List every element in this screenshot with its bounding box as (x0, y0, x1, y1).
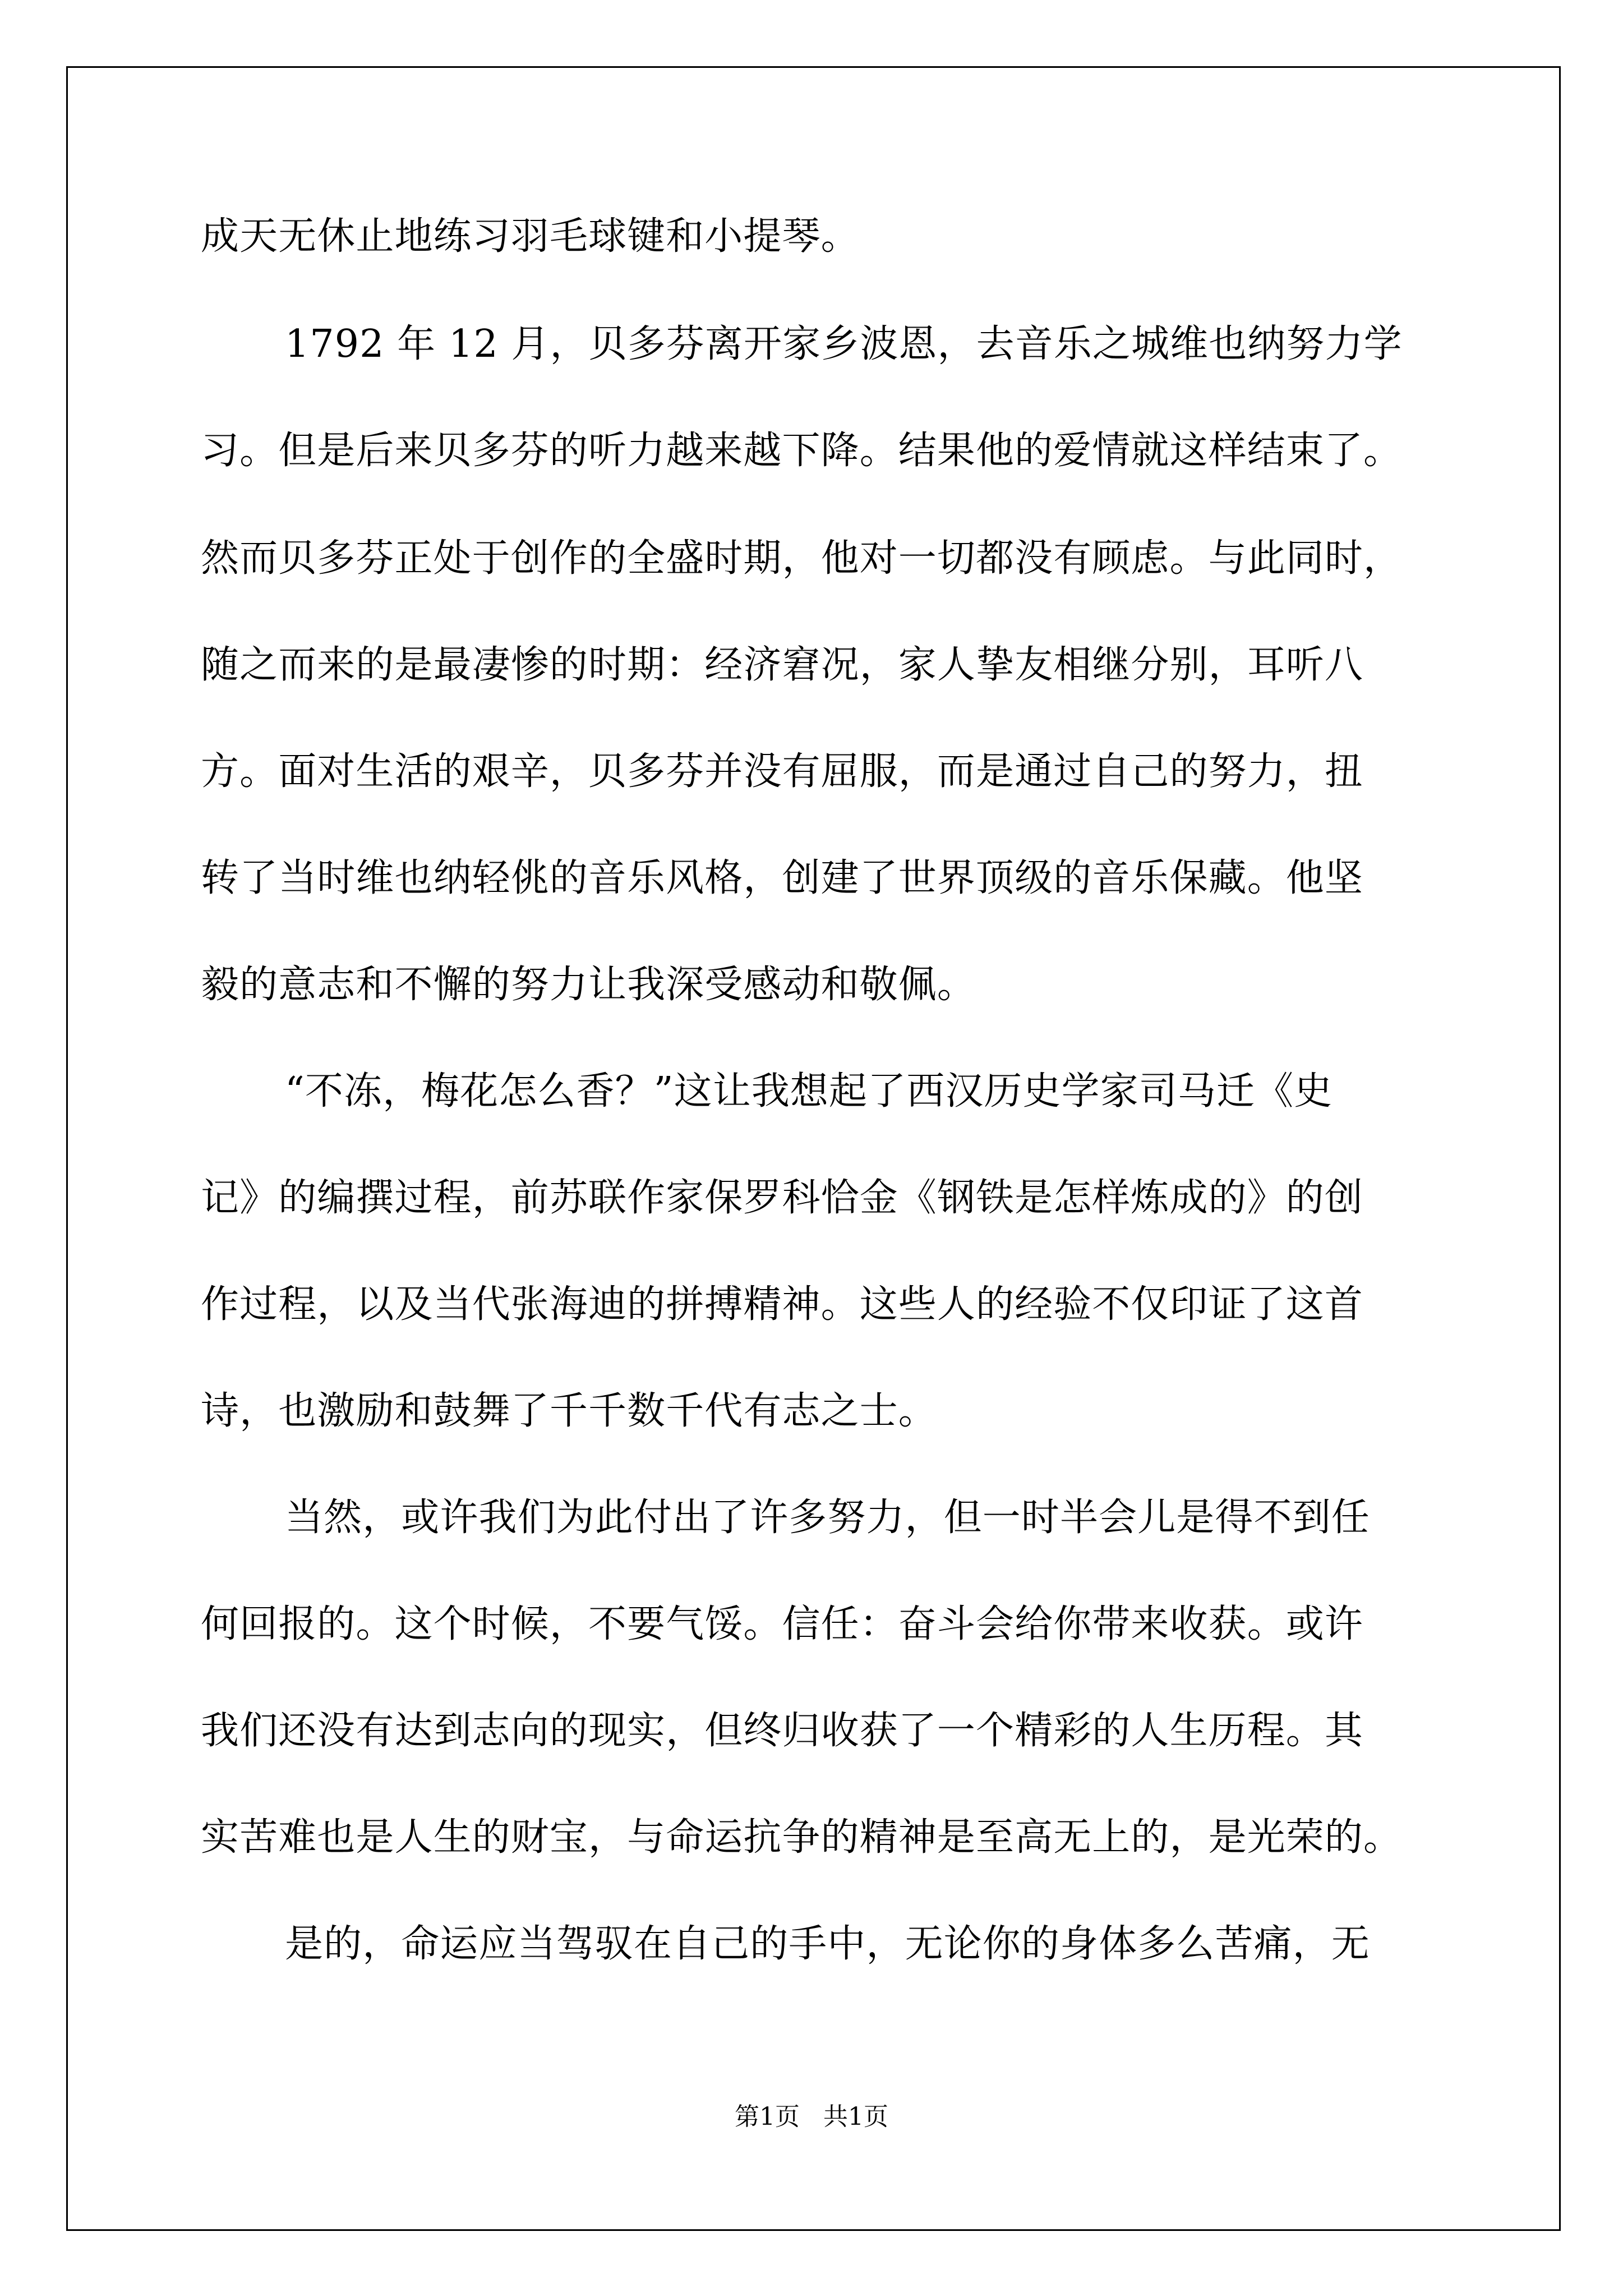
page-border (66, 66, 1561, 2231)
text-line: 实苦难也是人生的财宝，与命运抗争的精神是至高无上的，是光荣的。 (201, 1815, 1403, 1860)
text-line: 记》的编撰过程，前苏联作家保罗科恰金《钢铁是怎样炼成的》的创 (201, 1176, 1364, 1220)
page-footer: 第1页 共1页 (735, 2102, 888, 2131)
text-line: 毅的意志和不懈的努力让我深受感动和敬佩。 (201, 963, 976, 1007)
text-line: 诗，也激励和鼓舞了千千数千代有志之士。 (201, 1389, 937, 1433)
text-line: 是的，命运应当驾驭在自己的手中，无论你的身体多么苦痛，无 (285, 1922, 1370, 1966)
text-line: 转了当时维也纳轻佻的音乐风格，创建了世界顶级的音乐保藏。他坚 (201, 856, 1364, 900)
text-line: 我们还没有达到志向的现实，但终归收获了一个精彩的人生历程。其 (201, 1709, 1364, 1753)
text-line: 然而贝多芬正处于创作的全盛时期，他对一切都没有顾虑。与此同时， (201, 536, 1403, 581)
text-line: 作过程，以及当代张海迪的拼搏精神。这些人的经验不仅印证了这首 (201, 1282, 1364, 1327)
text-line: 习。但是后来贝多芬的听力越来越下降。结果他的爱情就这样结束了。 (201, 429, 1403, 473)
text-line: 方。面对生活的艰辛，贝多芬并没有屈服，而是通过自己的努力，扭 (201, 749, 1364, 794)
text-line: 何回报的。这个时候，不要气馁。信任：奋斗会给你带来收获。或许 (201, 1602, 1364, 1646)
text-line: 当然，或许我们为此付出了许多努力，但一时半会儿是得不到任 (285, 1496, 1370, 1540)
text-line: “不冻，梅花怎么香？”这让我想起了西汉历史学家司马迁《史 (285, 1069, 1333, 1114)
text-line: 1792 年 12 月，贝多芬离开家乡波恩，去音乐之城维也纳努力学 (285, 322, 1403, 366)
text-line: 随之而来的是最凄惨的时期：经济窘况，家人挚友相继分别，耳听八 (201, 643, 1364, 687)
text-line: 成天无休止地练习羽毛球键和小提琴。 (201, 214, 860, 259)
